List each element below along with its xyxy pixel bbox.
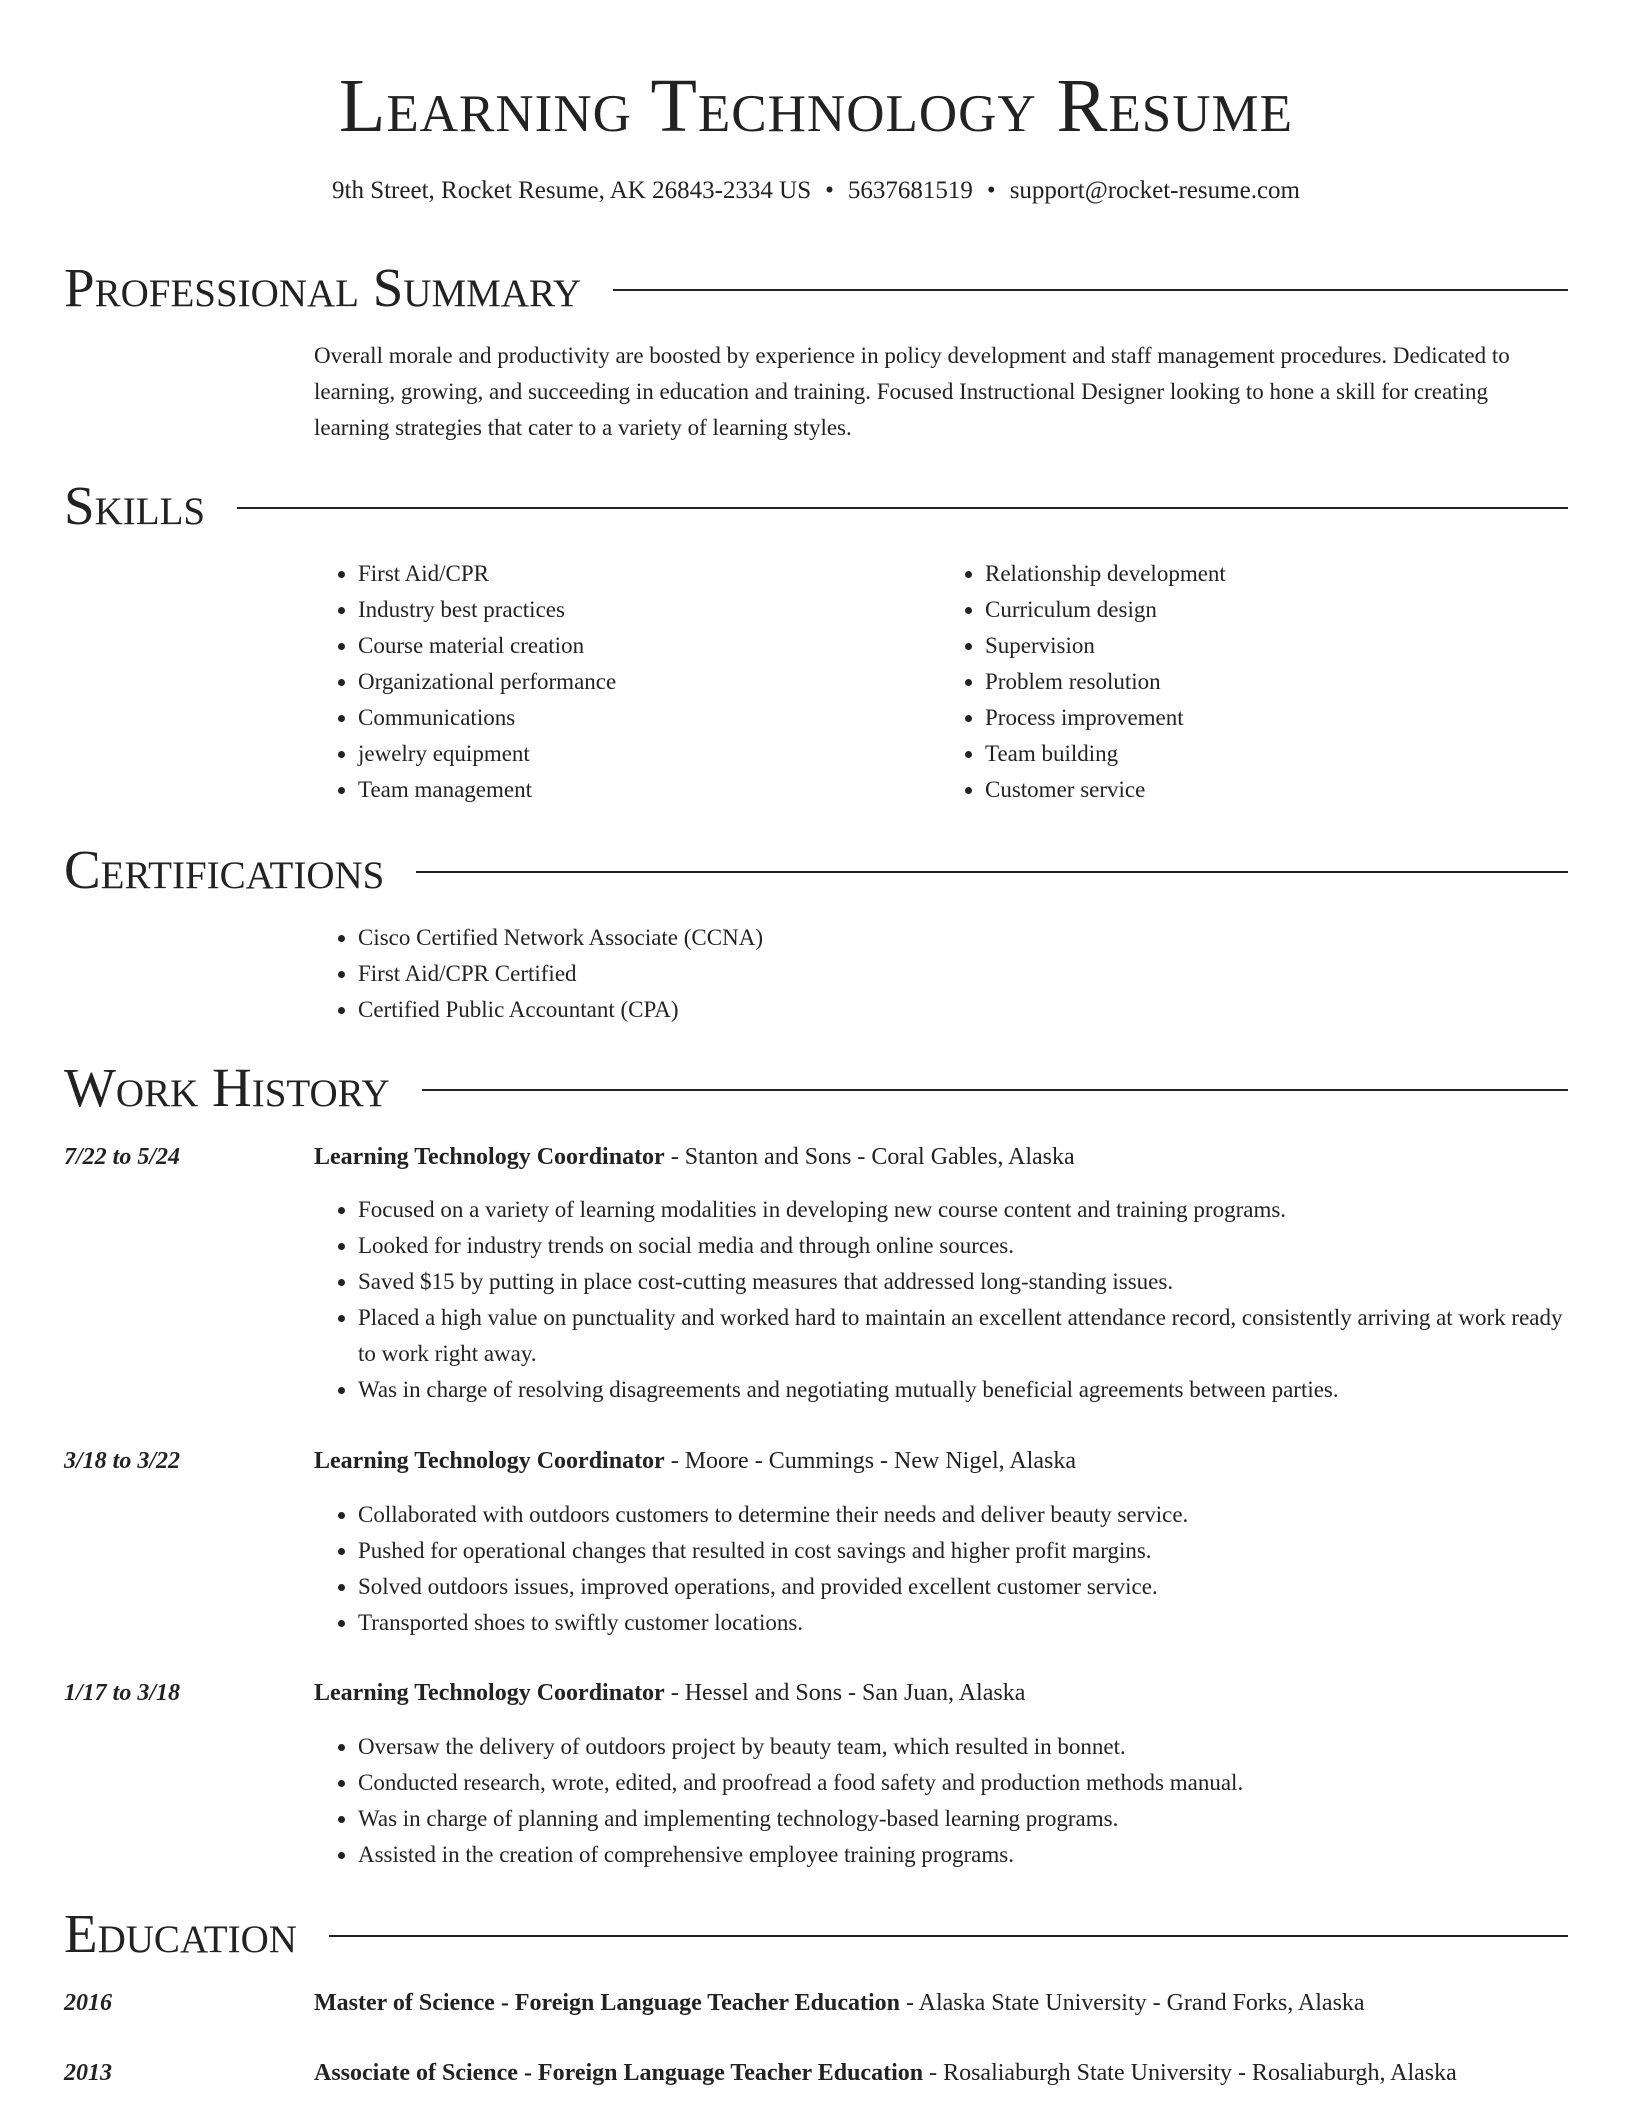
job-bullet: • Transported shoes to swiftly customer locations. <box>358 1605 1568 1641</box>
job-title: Learning Technology Coordinator <box>314 1448 665 1474</box>
certification-item: • First Aid/CPR Certified <box>358 956 1568 992</box>
job-bullet: • Collaborated with outdoors customers to determine their needs and deliver beauty service. <box>358 1497 1568 1533</box>
skill-item: • Problem resolution <box>985 664 1568 700</box>
resume-title: Learning Technology Resume <box>338 64 1293 148</box>
job-company-location: - Moore - Cummings - New Nigel, Alaska <box>664 1448 1076 1474</box>
skills-column-left <box>314 556 941 808</box>
skill-item: • Communications <box>358 700 941 736</box>
education-year: 2013 <box>64 2060 112 2086</box>
job-company-location: - Hessel and Sons - San Juan, Alaska <box>664 1680 1026 1706</box>
job-bullet: • Solved outdoors issues, improved operations, and provided excellent customer service. <box>358 1569 1568 1605</box>
job-bullet: • Saved $15 by putting in place cost-cutting measures that addressed long-standing issues. <box>358 1264 1568 1300</box>
school-location: - Rosaliaburgh State University - Rosaliaburgh, Alaska <box>923 2060 1457 2086</box>
job-title: Learning Technology Coordinator <box>314 1680 665 1706</box>
skill-item: • Course material creation <box>358 628 941 664</box>
job-bullet: • Pushed for operational changes that resulted in cost savings and higher profit margins. <box>358 1533 1568 1569</box>
job-bullet: • Was in charge of planning and implementing technology-based learning programs. <box>358 1801 1568 1837</box>
certification-item: • Cisco Certified Network Associate (CCNA) <box>358 920 1568 956</box>
job-header <box>314 1139 1568 1175</box>
skill-item: • Supervision <box>985 628 1568 664</box>
job-bullets <box>314 1192 1568 1408</box>
skill-item: • First Aid/CPR <box>358 556 941 592</box>
summary-heading: Professional Summary <box>64 257 582 318</box>
contact-line <box>0 174 1632 208</box>
job-title: Learning Technology Coordinator <box>314 1144 665 1170</box>
skill-item: • Industry best practices <box>358 592 941 628</box>
education-entry <box>314 2055 1568 2091</box>
job-bullet: • Focused on a variety of learning modalities in developing new course content and training programs. <box>358 1192 1568 1228</box>
skill-item: • Relationship development <box>985 556 1568 592</box>
education-heading: Education <box>64 1903 297 1964</box>
contact-address: 9th Street, Rocket Resume, AK 26843-2334 US <box>332 177 812 204</box>
certifications-heading: Certifications <box>64 839 385 900</box>
skill-item: • jewelry equipment <box>358 736 941 772</box>
job-bullet: • Conducted research, wrote, edited, and proofread a food safety and production methods manual. <box>358 1765 1568 1801</box>
work-history-section-header <box>64 1056 1568 1120</box>
certification-item: • Certified Public Accountant (CPA) <box>358 992 1568 1028</box>
education-entry <box>314 1985 1568 2021</box>
section-divider <box>422 1089 1568 1091</box>
school-location: - Alaska State University - Grand Forks, Alaska <box>899 1990 1365 2016</box>
work-history-heading: Work History <box>64 1057 390 1118</box>
job-bullet: • Was in charge of resolving disagreements and negotiating mutually beneficial agreements between parties. <box>358 1372 1568 1408</box>
job-bullets <box>314 1497 1568 1641</box>
certifications-list <box>314 920 1568 1028</box>
job-dates: 7/22 to 5/24 <box>64 1144 181 1170</box>
job-bullet: • Oversaw the delivery of outdoors project by beauty team, which resulted in bonnet. <box>358 1729 1568 1765</box>
education-year: 2016 <box>64 1990 112 2016</box>
contact-phone: 5637681519 <box>847 177 973 204</box>
section-divider <box>237 507 1568 509</box>
skills-list <box>314 556 1568 808</box>
skills-column-right <box>941 556 1568 808</box>
summary-section-header <box>64 256 1568 320</box>
certifications-section-header <box>64 838 1568 902</box>
skill-item: • Team management <box>358 772 941 808</box>
section-divider <box>329 1935 1568 1937</box>
section-divider <box>613 289 1568 291</box>
skill-item: • Organizational performance <box>358 664 941 700</box>
job-dates: 3/18 to 3/22 <box>64 1448 181 1474</box>
job-header <box>314 1675 1568 1711</box>
job-header <box>314 1443 1568 1479</box>
education-section-header <box>64 1902 1568 1966</box>
skill-item: • Curriculum design <box>985 592 1568 628</box>
contact-email: support@rocket-resume.com <box>1009 177 1300 204</box>
skill-item: • Team building <box>985 736 1568 772</box>
job-bullet: • Placed a high value on punctuality and worked hard to maintain an excellent attendance record, consistently arriving at work ready to work right away. <box>358 1300 1568 1372</box>
job-bullet: • Assisted in the creation of comprehensive employee training programs. <box>358 1837 1568 1873</box>
summary-text: Overall morale and productivity are boosted by experience in policy development and staff management procedures. Dedicated to learning, growing, and succeeding in education and training. Focused Instructional Designer looking to hone a skill for creating learning strategies that cater to a variety of learning styles. <box>314 343 1510 440</box>
separator-dot: • <box>986 177 996 204</box>
degree-title: Associate of Science - Foreign Language Teacher Education <box>314 2060 924 2086</box>
job-bullet: • Looked for industry trends on social media and through online sources. <box>358 1228 1568 1264</box>
skill-item: • Process improvement <box>985 700 1568 736</box>
job-dates: 1/17 to 3/18 <box>64 1680 181 1706</box>
job-bullets <box>314 1729 1568 1873</box>
skills-section-header <box>64 474 1568 538</box>
section-divider <box>416 871 1568 873</box>
degree-title: Master of Science - Foreign Language Teacher Education <box>314 1990 900 2016</box>
job-company-location: - Stanton and Sons - Coral Gables, Alaska <box>664 1144 1075 1170</box>
separator-dot: • <box>825 177 834 204</box>
skills-heading: Skills <box>64 475 206 536</box>
skill-item: • Customer service <box>985 772 1568 808</box>
